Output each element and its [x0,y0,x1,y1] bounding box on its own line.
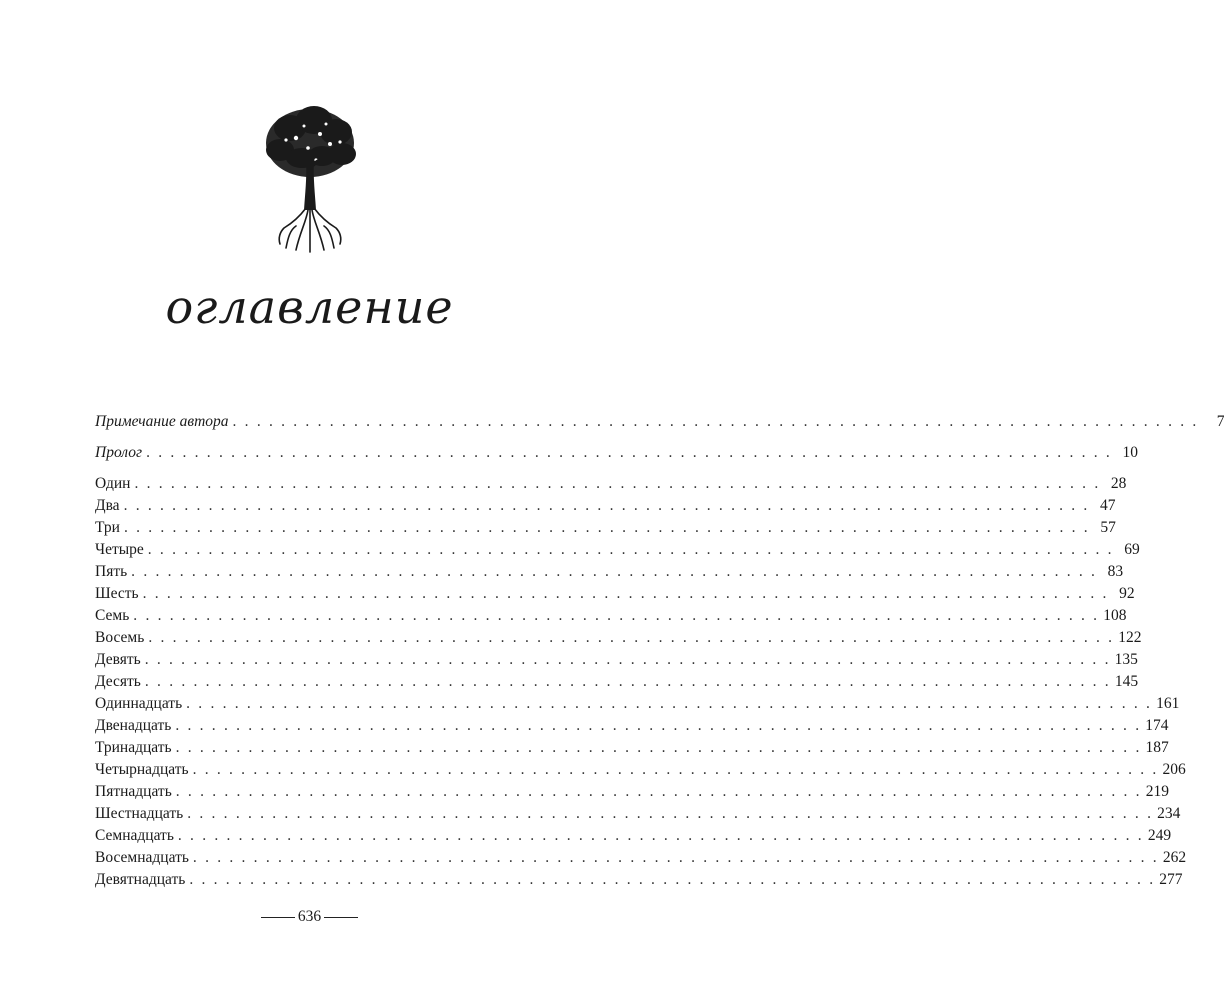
toc-entry-page: 219 [1145,783,1169,800]
toc-entry[interactable] [95,495,1116,517]
dot-leader: . . . . . . . . . . . . . . . . . . . . . . . . . . . . . . . . . . . . . . . . . . . . . . . . . . . . . . . . . . . . . . . . . . . . . . . . . . . . . . . . [175,717,1142,734]
toc-entry-page: 69 [1124,541,1140,558]
toc-entry-title: Два [95,497,120,514]
toc-entry-page: 92 [1119,585,1135,602]
toc-entry-page: 234 [1157,805,1181,822]
toc-entry-title: Двенадцать [95,717,172,734]
toc-entry-title: Девятнадцать [95,871,186,888]
toc-entry[interactable] [95,649,1138,671]
toc-entry-page: 277 [1159,871,1183,888]
toc-entry[interactable] [95,442,1138,464]
toc-entry-page: 262 [1162,849,1187,866]
toc-entry[interactable] [95,539,1140,561]
folio-number: 636 [297,908,322,925]
toc-entry-title: Примечание автора [95,413,229,430]
folio-dash-left [261,917,295,918]
toc-entry-title: Четыре [95,541,144,558]
toc-entry[interactable] [95,583,1135,605]
toc-entry-page: 135 [1114,651,1138,668]
toc-entry-page: 249 [1147,827,1172,844]
page-number [0,908,619,926]
folio-dash-right [324,917,358,918]
toc-entry[interactable] [95,605,1127,627]
toc-entry-title: Одиннадцать [95,695,183,712]
dot-leader: . . . . . . . . . . . . . . . . . . . . . . . . . . . . . . . . . . . . . . . . . . . . . . . . . . . . . . . . . . . . . . . . . . . . . . . . . . . . . . . . [134,475,1101,492]
toc-entry-page: 10 [1122,444,1138,461]
toc-entry-page: 108 [1103,607,1127,624]
dot-leader: . . . . . . . . . . . . . . . . . . . . . . . . . . . . . . . . . . . . . . . . . . . . . . . . . . . . . . . . . . . . . . . . . . . . . . . . . . . . . . . . [175,783,1142,800]
toc-entry-title: Четырнадцать [95,761,189,778]
toc-entry[interactable] [95,671,1139,693]
tree-icon [260,98,360,254]
toc-entry-title: Три [95,519,120,536]
toc-entry[interactable] [95,411,1224,433]
dot-leader: . . . . . . . . . . . . . . . . . . . . . . . . . . . . . . . . . . . . . . . . . . . . . . . . . . . . . . . . . . . . . . . . . . . . . . . . . . . . . . . . [144,651,1111,668]
dot-leader: . . . . . . . . . . . . . . . . . . . . . . . . . . . . . . . . . . . . . . . . . . . . . . . . . . . . . . . . . . . . . . . . . . . . . . . . . . . . . . . . [189,871,1156,888]
toc-entry-page: 174 [1145,717,1169,734]
toc-entry-title: Восемнадцать [95,849,189,866]
toc-entry-title: Шесть [95,585,139,602]
toc-entry-page: 57 [1100,519,1116,536]
dot-leader: . . . . . . . . . . . . . . . . . . . . . . . . . . . . . . . . . . . . . . . . . . . . . . . . . . . . . . . . . . . . . . . . . . . . . . . . . . . . . . . . [131,563,1098,580]
toc-entry-title: Девять [95,651,141,668]
dot-leader: . . . . . . . . . . . . . . . . . . . . . . . . . . . . . . . . . . . . . . . . . . . . . . . . . . . . . . . . . . . . . . . . . . . . . . . . . . . . . . . . [175,739,1142,756]
dot-leader: . . . . . . . . . . . . . . . . . . . . . . . . . . . . . . . . . . . . . . . . . . . . . . . . . . . . . . . . . . . . . . . . . . . . . . . . . . . . . . . . [144,673,1111,690]
dot-leader: . . . . . . . . . . . . . . . . . . . . . . . . . . . . . . . . . . . . . . . . . . . . . . . . . . . . . . . . . . . . . . . . . . . . . . . . . . . . . . . . [146,444,1112,461]
toc-entry[interactable] [95,627,1142,649]
toc-entry-title: Пять [95,563,128,580]
table-of-contents [95,411,1224,891]
dot-leader: . . . . . . . . . . . . . . . . . . . . . . . . . . . . . . . . . . . . . . . . . . . . . . . . . . . . . . . . . . . . . . . . . . . . . . . . . . . . . . . . [186,695,1153,712]
dot-leader: . . . . . . . . . . . . . . . . . . . . . . . . . . . . . . . . . . . . . . . . . . . . . . . . . . . . . . . . . . . . . . . . . . . . . . . . . . . . . . . . [123,497,1090,514]
dot-leader: . . . . . . . . . . . . . . . . . . . . . . . . . . . . . . . . . . . . . . . . . . . . . . . . . . . . . . . . . . . . . . . . . . . . . . . . . . . . . . . . [142,585,1109,602]
toc-entry-title: Пролог [95,444,143,461]
toc-entry-page: 47 [1100,497,1116,514]
toc-entry[interactable] [95,759,1186,781]
dot-leader: . . . . . . . . . . . . . . . . . . . . . . . . . . . . . . . . . . . . . . . . . . . . . . . . . . . . . . . . . . . . . . . . . . . . . . . . . . . . . . . . [123,519,1090,536]
toc-entry[interactable] [95,561,1124,583]
dot-leader: . . . . . . . . . . . . . . . . . . . . . . . . . . . . . . . . . . . . . . . . . . . . . . . . . . . . . . . . . . . . . . . . . . . . . . . . . . . . . . . . [187,805,1154,822]
toc-entry[interactable] [95,869,1183,891]
toc-entry-page: 7 [1216,413,1224,430]
toc-entry[interactable] [95,715,1169,737]
dot-leader: . . . . . . . . . . . . . . . . . . . . . . . . . . . . . . . . . . . . . . . . . . . . . . . . . . . . . . . . . . . . . . . . . . . . . . . . . . . . . . . . [147,541,1114,558]
toc-entry-title: Десять [95,673,141,690]
toc-entry-page: 187 [1145,739,1169,756]
dot-leader: . . . . . . . . . . . . . . . . . . . . . . . . . . . . . . . . . . . . . . . . . . . . . . . . . . . . . . . . . . . . . . . . . . . . . . . . . . . . . . . . [177,827,1144,844]
toc-entry-title: Шестнадцать [95,805,184,822]
toc-entry-title: Семнадцать [95,827,174,844]
toc-entry[interactable] [95,803,1181,825]
toc-entry-title: Восемь [95,629,145,646]
toc-entry-title: Пятнадцать [95,783,172,800]
toc-entry-title: Тринадцать [95,739,172,756]
toc-heading: оглавление [165,280,454,334]
toc-entry[interactable] [95,847,1187,869]
toc-entry[interactable] [95,737,1169,759]
toc-entry-page: 161 [1156,695,1180,712]
toc-entry-page: 83 [1107,563,1124,580]
dot-leader: . . . . . . . . . . . . . . . . . . . . . . . . . . . . . . . . . . . . . . . . . . . . . . . . . . . . . . . . . . . . . . . . . . . . . . . . . . . . . . . . [192,849,1159,866]
toc-entry[interactable] [95,473,1127,495]
toc-entry-page: 122 [1118,629,1142,646]
dot-leader: . . . . . . . . . . . . . . . . . . . . . . . . . . . . . . . . . . . . . . . . . . . . . . . . . . . . . . . . . . . . . . . . . . . . . . . . . . . . . . . . [148,629,1115,646]
dot-leader: . . . . . . . . . . . . . . . . . . . . . . . . . . . . . . . . . . . . . . . . . . . . . . . . . . . . . . . . . . . . . . . . . . . . . . . . . . . . . . . . [133,607,1100,624]
toc-entry-title: Один [95,475,131,492]
dot-leader: . . . . . . . . . . . . . . . . . . . . . . . . . . . . . . . . . . . . . . . . . . . . . . . . . . . . . . . . . . . . . . . . . . . . . . . . . . . . . . . . [232,413,1199,430]
toc-entry-page: 206 [1162,761,1186,778]
toc-entry-title: Семь [95,607,130,624]
toc-entry[interactable] [95,693,1180,715]
dot-leader: . . . . . . . . . . . . . . . . . . . . . . . . . . . . . . . . . . . . . . . . . . . . . . . . . . . . . . . . . . . . . . . . . . . . . . . . . . . . . . . . [192,761,1159,778]
toc-entry[interactable] [95,825,1172,847]
toc-entry-page: 145 [1114,673,1139,690]
toc-entry[interactable] [95,517,1116,539]
toc-entry[interactable] [95,781,1169,803]
toc-entry-page: 28 [1110,475,1127,492]
